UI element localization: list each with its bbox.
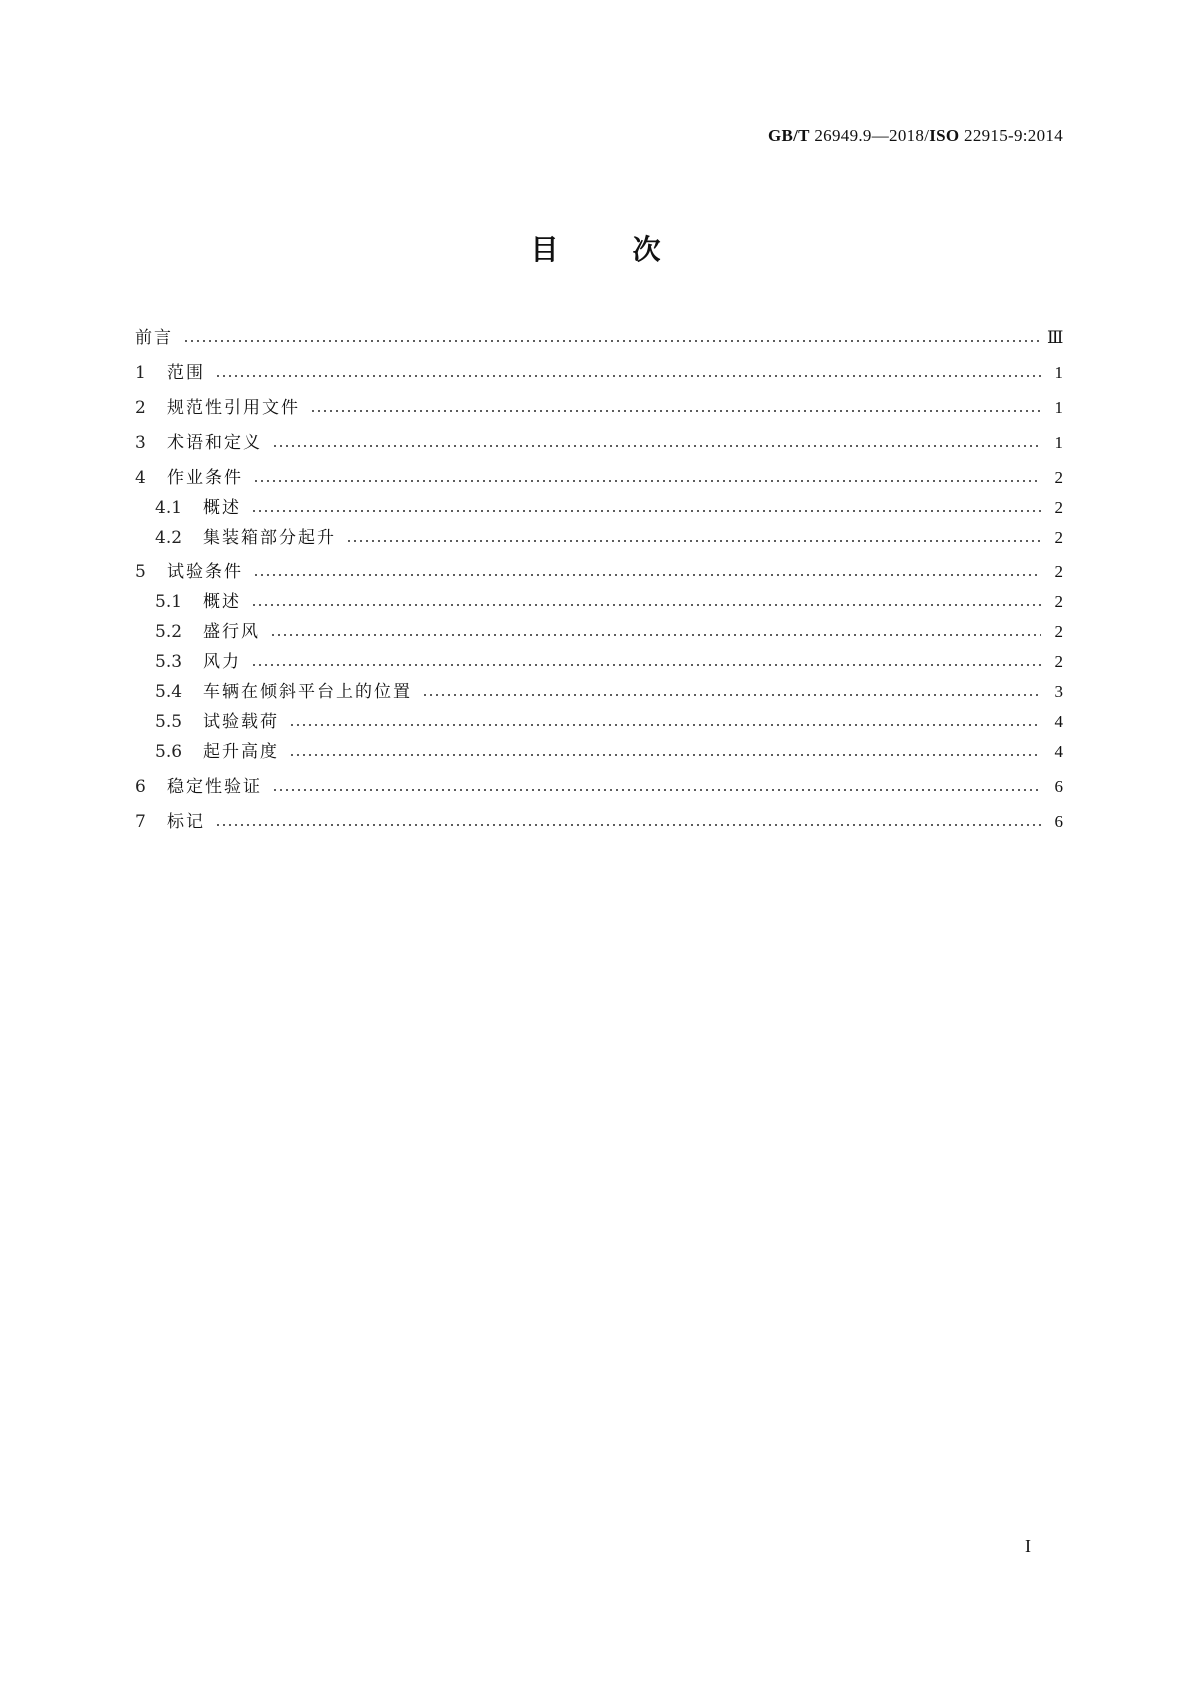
toc-label: 集装箱部分起升 (203, 528, 336, 548)
toc-page: 6 (1054, 812, 1063, 831)
dot-leader (289, 740, 1041, 764)
toc-entry-foreword[interactable] (135, 326, 1063, 350)
toc-number: 4.1 (155, 498, 183, 518)
page-title (0, 228, 1191, 268)
toc-page: 1 (1054, 433, 1063, 452)
toc-label: 范围 (167, 363, 205, 383)
standard-prefix: GB/T (767, 126, 810, 145)
toc-label: 起升高度 (203, 742, 279, 762)
toc-page: 2 (1054, 498, 1063, 517)
iso-prefix: ISO (929, 126, 960, 145)
toc-page: 4 (1054, 712, 1063, 731)
toc-entry-5[interactable] (135, 560, 1063, 584)
toc-page: 3 (1054, 682, 1063, 701)
toc-label: 试验载荷 (203, 712, 279, 732)
toc-page: 2 (1054, 468, 1063, 487)
toc-number: 7 (135, 812, 146, 832)
toc-label: 术语和定义 (167, 433, 262, 453)
toc-page: 2 (1054, 652, 1063, 671)
toc-label: 试验条件 (167, 562, 243, 582)
toc-entry-4[interactable] (135, 466, 1063, 490)
toc-number: 3 (135, 433, 146, 453)
toc-label: 标记 (167, 812, 205, 832)
toc-entry-2[interactable] (135, 396, 1063, 420)
toc-page: Ⅲ (1047, 328, 1064, 347)
dot-leader (183, 326, 1041, 350)
dot-leader (310, 396, 1041, 420)
dot-leader (270, 620, 1041, 644)
toc-page: 1 (1054, 398, 1063, 417)
toc-number: 6 (135, 777, 146, 797)
dot-leader (422, 680, 1041, 704)
toc-page: 6 (1054, 777, 1063, 796)
dot-leader (253, 466, 1041, 490)
toc-entry-5-1[interactable] (135, 590, 1063, 614)
toc-number: 5.4 (155, 682, 183, 702)
toc-entry-4-1[interactable] (135, 496, 1063, 520)
toc-number: 5.5 (155, 712, 183, 732)
toc-entry-5-3[interactable] (135, 650, 1063, 674)
iso-number: 22915-9:2014 (964, 126, 1063, 145)
dot-leader (251, 650, 1041, 674)
toc-number: 5.6 (155, 742, 183, 762)
toc-entry-5-2[interactable] (135, 620, 1063, 644)
toc-number: 2 (135, 398, 146, 418)
toc-page: 4 (1054, 742, 1063, 761)
dot-leader (272, 775, 1041, 799)
toc-entry-4-2[interactable] (135, 526, 1063, 550)
toc-page: 2 (1054, 528, 1063, 547)
page-number: I (1025, 1536, 1031, 1556)
toc-label: 概述 (203, 498, 241, 518)
toc-label: 稳定性验证 (167, 777, 262, 797)
toc-label: 前言 (135, 328, 173, 348)
dot-leader (215, 361, 1041, 385)
toc-entry-5-4[interactable] (135, 680, 1063, 704)
toc-label: 风力 (203, 652, 241, 672)
toc-page: 2 (1054, 562, 1063, 581)
dot-leader (215, 810, 1041, 834)
toc-entry-6[interactable] (135, 775, 1063, 799)
title-char-1: 目 (530, 233, 559, 266)
dot-leader (251, 496, 1041, 520)
toc-number: 5.2 (155, 622, 183, 642)
toc-number: 5.3 (155, 652, 183, 672)
dot-leader (253, 560, 1041, 584)
toc-page: 2 (1054, 622, 1063, 641)
toc-label: 概述 (203, 592, 241, 612)
standard-number-header (768, 126, 1063, 146)
toc-entry-5-5[interactable] (135, 710, 1063, 734)
toc-entry-1[interactable] (135, 361, 1063, 385)
standard-number: 26949.9—2018/ (814, 126, 930, 145)
dot-leader (289, 710, 1041, 734)
toc-page: 2 (1054, 592, 1063, 611)
toc-entry-7[interactable] (135, 810, 1063, 834)
toc-entry-5-6[interactable] (135, 740, 1063, 764)
toc-label: 盛行风 (203, 622, 260, 642)
toc-page: 1 (1054, 363, 1063, 382)
toc-entry-3[interactable] (135, 431, 1063, 455)
toc-number: 4.2 (155, 528, 183, 548)
toc-label: 车辆在倾斜平台上的位置 (203, 682, 412, 702)
dot-leader (251, 590, 1041, 614)
toc-number: 5 (135, 562, 146, 582)
toc-number: 1 (135, 363, 146, 383)
toc-label: 作业条件 (167, 468, 243, 488)
title-char-2: 次 (632, 233, 661, 266)
dot-leader (272, 431, 1041, 455)
toc-number: 4 (135, 468, 146, 488)
dot-leader (346, 526, 1041, 550)
toc-label: 规范性引用文件 (167, 398, 300, 418)
toc-number: 5.1 (155, 592, 183, 612)
